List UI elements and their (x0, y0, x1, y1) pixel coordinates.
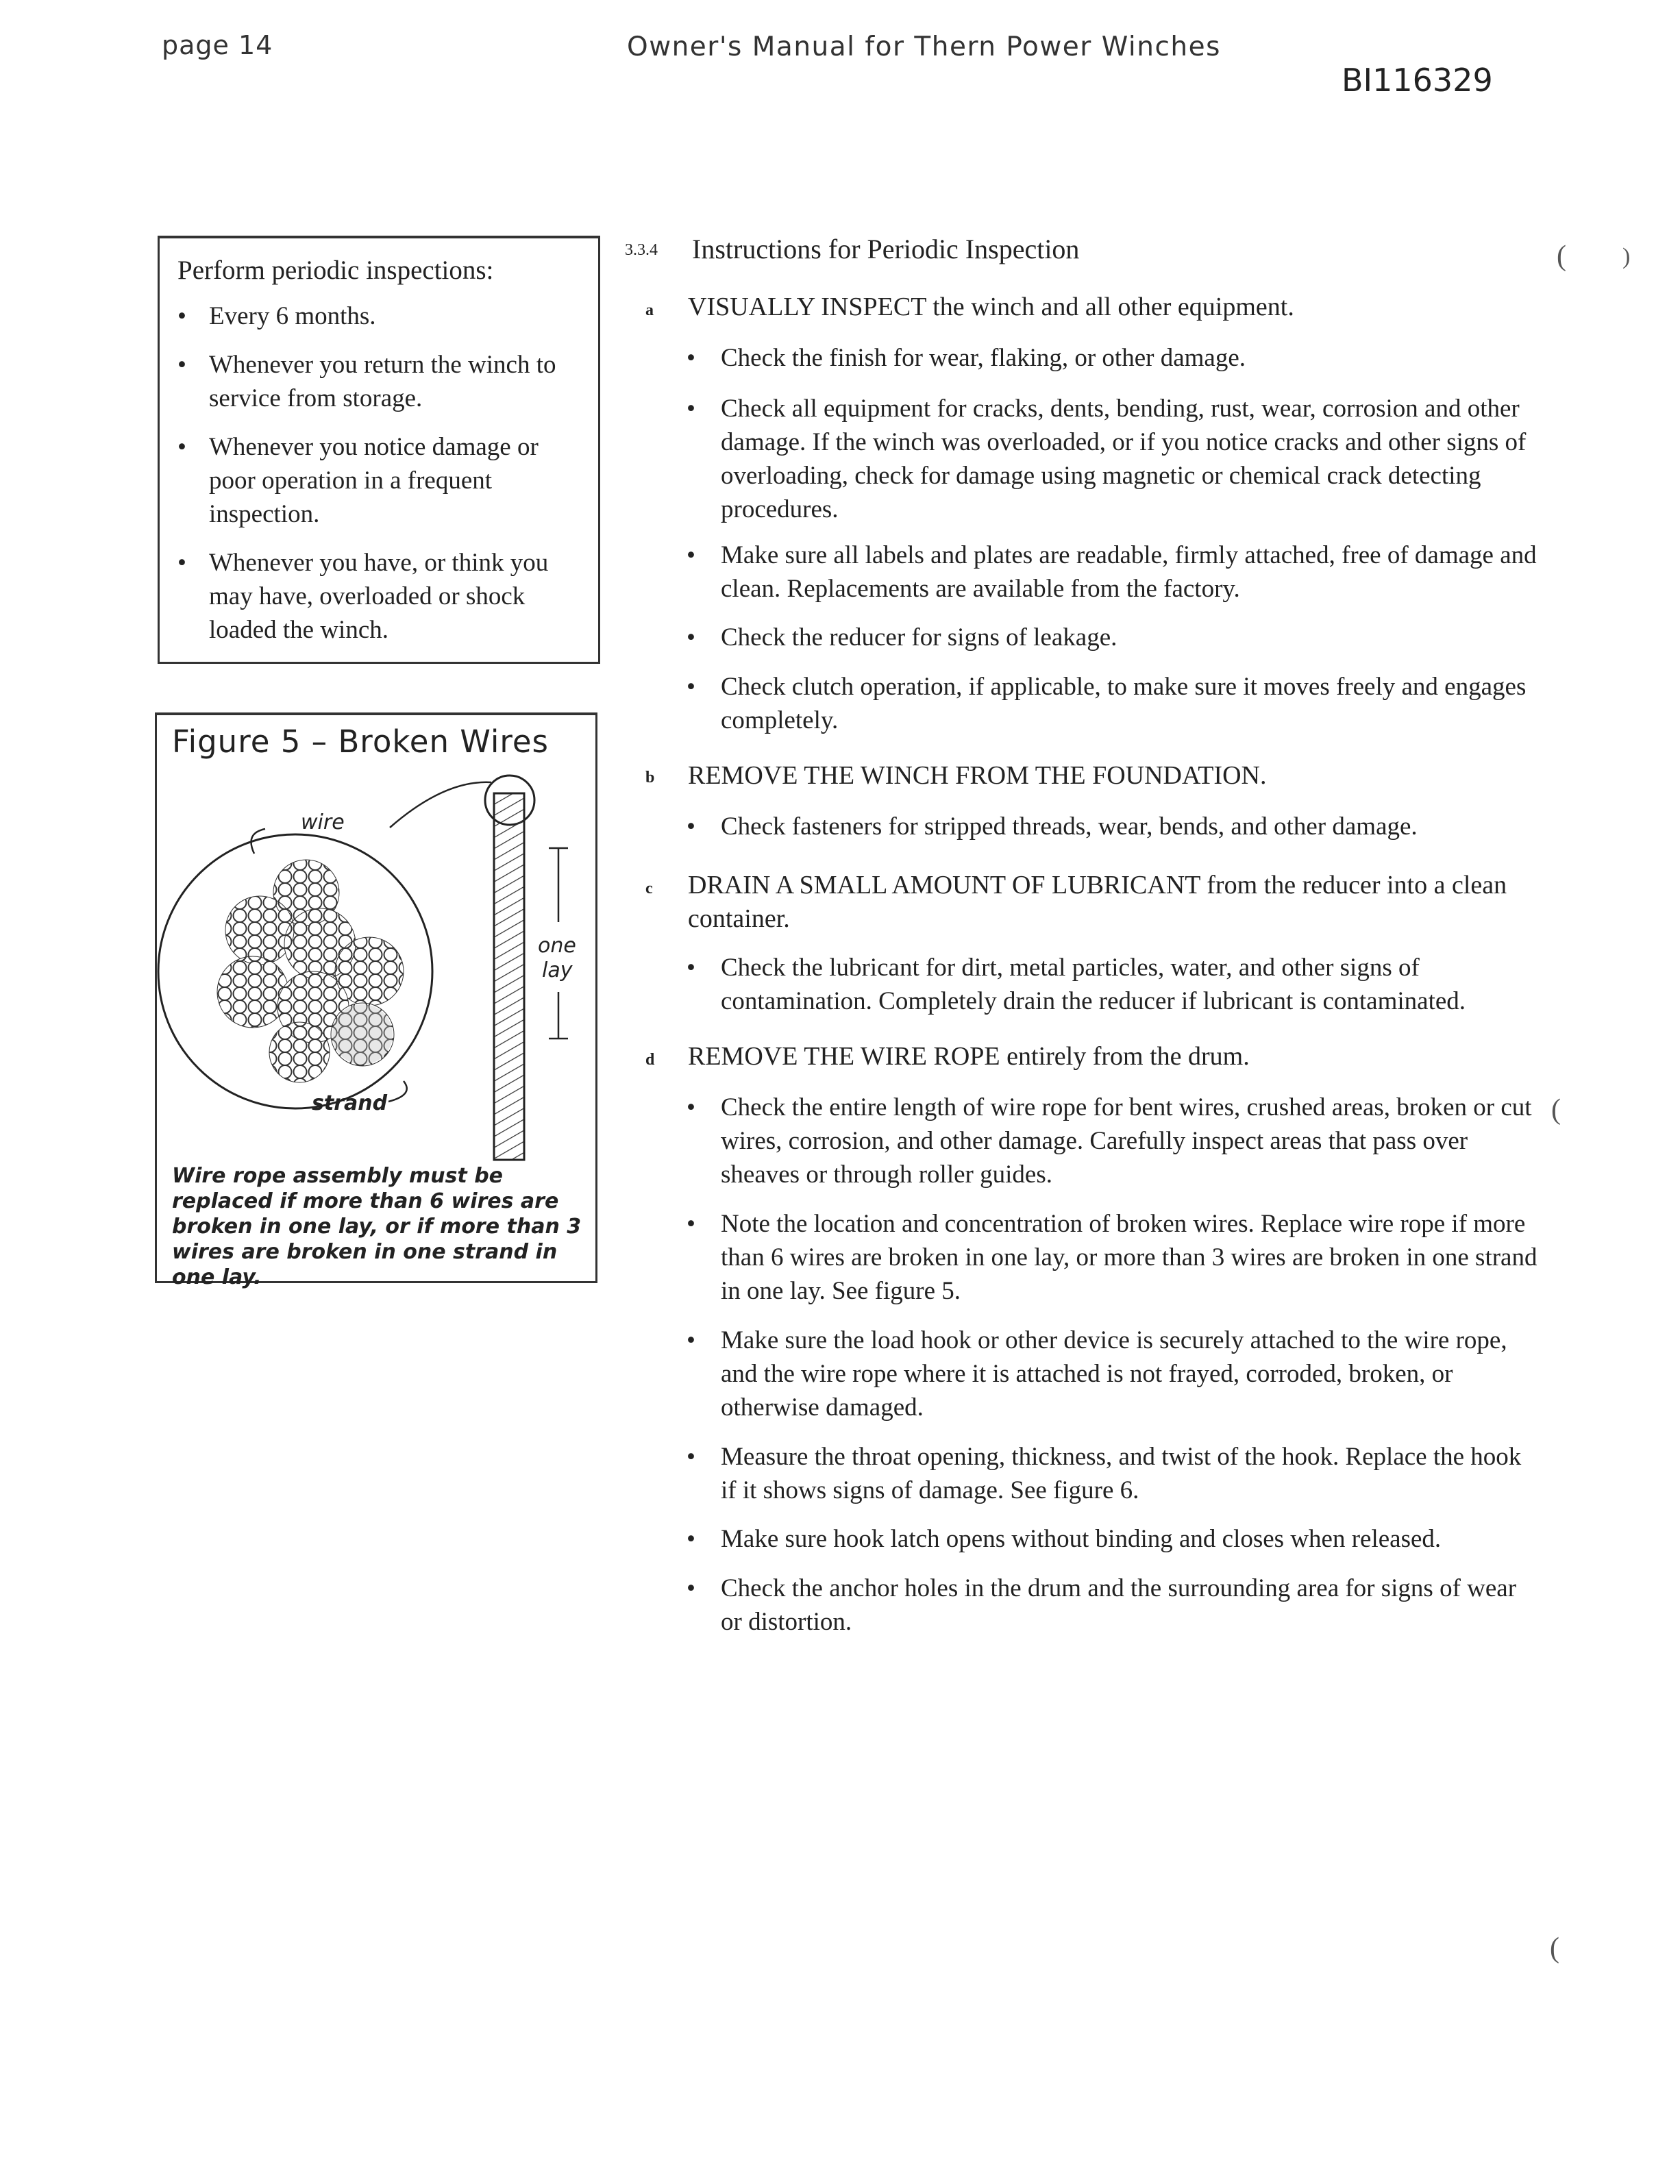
figure-5-box (155, 712, 597, 1289)
lay-label: lay (542, 958, 573, 982)
section-number: 3.3.4 (625, 241, 658, 259)
binder-hole-mark: ( (1551, 1094, 1561, 1126)
inspection-schedule-box (158, 236, 600, 664)
bullet-text: Note the location and concentration of broken wires. Replace wire rope if more than 6 wires are broken in one lay, or more than 3 wires are broken in one strand in one lay. See figure 5. (721, 1210, 1537, 1305)
bullet-text: Check the reducer for signs of leakage. (721, 623, 1117, 652)
inspection-item: • Whenever you notice damage or poor operation in a frequent inspection. (160, 430, 565, 531)
step-b-letter: b (645, 769, 655, 786)
figure-title: Figure 5 – Broken Wires (172, 723, 549, 760)
section-title: Instructions for Periodic Inspection (692, 234, 1080, 264)
bullet-text: Check fasteners for stripped threads, wear, bends, and other damage. (721, 812, 1418, 841)
step-c-heading: DRAIN A SMALL AMOUNT OF LUBRICANT from the reducer into a clean container. (688, 871, 1507, 933)
bullet-text: Measure the throat opening, thickness, and twist of the hook. Replace the hook if it shows signs of damage. See figure 6. (721, 1443, 1522, 1504)
document-id: BI116329 (1342, 62, 1493, 99)
strand-label: strand (312, 1091, 388, 1115)
step-a-bullet: • Check the finish for wear, flaking, or other damage. (687, 344, 1246, 372)
step-a-bullet: • Check the reducer for signs of leakage. (687, 623, 1117, 652)
step-b-bullet: • Check fasteners for stripped threads, wear, bends, and other damage. (687, 812, 1418, 841)
step-c-letter: c (645, 880, 653, 897)
step-d-bullet: • Note the location and concentration of broken wires. Replace wire rope if more than 6 wires are broken in one lay, or more than 3 wires are broken in one strand in one lay. See figure 5. (687, 1210, 1537, 1305)
step-d-heading: REMOVE THE WIRE ROPE entirely from the drum. (688, 1042, 1250, 1071)
step-c-bullet: • Check the lubricant for dirt, metal particles, water, and other signs of contamination. Completely drain the reducer if lubricant is contaminated. (687, 954, 1466, 1015)
inspection-item: • Whenever you have, or think you may have, overloaded or shock loaded the winch. (160, 546, 565, 647)
step-a-bullet: • Check clutch operation, if applicable, to make sure it moves freely and engages completely. (687, 673, 1527, 734)
bullet-text: Make sure hook latch opens without binding and closes when released. (721, 1525, 1442, 1553)
step-a-heading: VISUALLY INSPECT the winch and all other equipment. (688, 293, 1294, 321)
broken-wires-diagram (157, 766, 595, 1163)
bullet-text: Check the entire length of wire rope for bent wires, crushed areas, broken or cut wires, corrosion, and other damage. Carefully inspect areas that pass over sheaves or through roller guides. (721, 1093, 1532, 1189)
binder-hole-mark: ( (1557, 240, 1566, 272)
step-a-bullet: • Check all equipment for cracks, dents, bending, rust, wear, corrosion and other damage. If the winch was overloaded, or if you notice cracks and other signs of overloading, check for damage using magnetic or chemical crack detecting procedures. (687, 395, 1527, 523)
binder-hole-mark: ) (1622, 244, 1631, 269)
step-d-bullet: • Check the entire length of wire rope for bent wires, crushed areas, broken or cut wires, corrosion, and other damage. Carefully inspect areas that pass over sheaves or through roller guides. (687, 1093, 1532, 1189)
bullet-text: Make sure the load hook or other device is securely attached to the wire rope, and the wire rope where it is attached is not frayed, corroded, broken, or otherwise damaged. (721, 1326, 1507, 1422)
step-a-letter: a (645, 301, 654, 319)
bullet-text: Check the finish for wear, flaking, or other damage. (721, 344, 1246, 372)
step-d-bullet: • Make sure hook latch opens without binding and closes when released. (687, 1525, 1442, 1553)
inspection-list (160, 299, 598, 647)
inspection-item: • Whenever you return the winch to service from storage. (160, 348, 565, 415)
bullet-text: Check clutch operation, if applicable, to make sure it moves freely and engages completely. (721, 673, 1527, 734)
step-b-heading: REMOVE THE WINCH FROM THE FOUNDATION. (688, 761, 1267, 790)
manual-title: Owner's Manual for Thern Power Winches (627, 32, 1221, 62)
step-d-bullet: • Measure the throat opening, thickness, and twist of the hook. Replace the hook if it shows signs of damage. See figure 6. (687, 1443, 1522, 1504)
figure-caption: Wire rope assembly must be replaced if more than 6 wires are broken in one lay, or if more than 3 wires are broken in one strand in one lay. (172, 1164, 582, 1289)
bullet-text: Check all equipment for cracks, dents, bending, rust, wear, corrosion and other damage. If the winch was overloaded, or if you notice cracks and other signs of overloading, check for damage using magnetic or chemical crack detecting procedures. (721, 395, 1527, 523)
step-d-bullet: • Check the anchor holes in the drum and the surrounding area for signs of wear or distortion. (687, 1574, 1517, 1636)
step-a-bullet: • Make sure all labels and plates are readable, firmly attached, free of damage and clean. Replacements are available from the factory. (687, 541, 1537, 603)
wire-label: wire (301, 810, 345, 834)
inspection-item: • Every 6 months. (160, 299, 565, 333)
bullet-text: Make sure all labels and plates are readable, firmly attached, free of damage and clean. Replacements are available from the factory. (721, 541, 1537, 603)
bullet-text: Check the anchor holes in the drum and the surrounding area for signs of wear or distortion. (721, 1574, 1517, 1636)
rope-side-view (494, 793, 524, 1160)
step-d-bullet: • Make sure the load hook or other device is securely attached to the wire rope, and the wire rope where it is attached is not frayed, corroded, broken, or otherwise damaged. (687, 1326, 1507, 1422)
strand-callout-arrow (388, 1081, 407, 1102)
bullet-text: Check the lubricant for dirt, metal particles, water, and other signs of contamination. Completely drain the reducer if lubricant is contaminated. (721, 954, 1466, 1015)
leader-line (390, 782, 491, 828)
page-number: page 14 (162, 30, 273, 60)
binder-hole-mark: ( (1550, 1933, 1559, 1964)
inspection-box-title: Perform periodic inspections: (177, 256, 494, 285)
step-d-letter: d (645, 1051, 655, 1069)
one-label: one (538, 934, 576, 958)
